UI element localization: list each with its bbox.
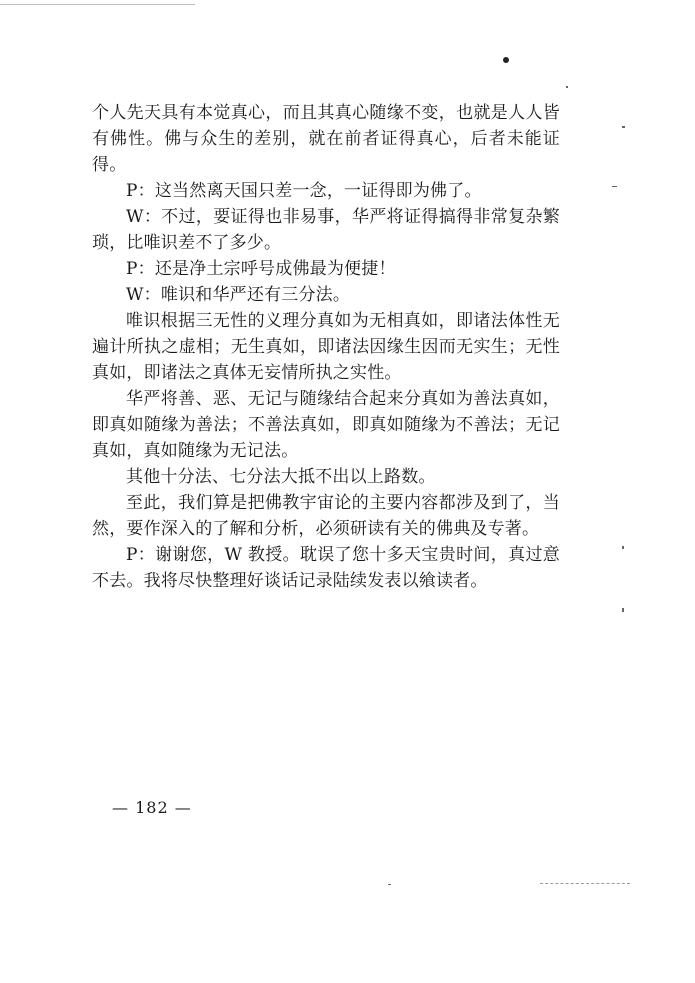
paragraph: 华严将善、恶、无记与随缘结合起来分真如为善法真如，即真如随缘为善法；不善法真如，即真如随缘为不善法；无记真如，真如随缘为无记法。: [92, 389, 560, 461]
scan-speck: [622, 608, 624, 612]
paragraph: 其他十分法、七分法大抵不出以上路数。: [126, 467, 436, 487]
page-number: — 182 —: [112, 798, 192, 817]
paragraph: P：还是净土宗呼号成佛最为便捷！: [126, 259, 396, 279]
top-rule: [0, 4, 195, 5]
paragraph: P：谢谢您，W 教授。耽误了您十多天宝贵时间，真过意不去。我将尽快整理好谈话记录陆续发表以飨读者。: [92, 545, 560, 591]
paragraph: W：唯识和华严还有三分法。: [126, 285, 351, 305]
paragraph: P：这当然离天国只差一念，一证得即为佛了。: [126, 181, 482, 201]
scan-speck: [612, 186, 617, 187]
paragraph: W：不过，要证得也非易事，华严将证得搞得非常复杂繁琐，比唯识差不了多少。: [92, 207, 560, 253]
scan-speck: [622, 126, 625, 128]
document-body: [92, 100, 560, 594]
scan-dash-line: [540, 883, 630, 884]
scan-speck: [622, 546, 624, 549]
paragraph: 个人先天具有本觉真心，而且其真心随缘不变，也就是人人皆有佛性。佛与众生的差别，就在前者证得真心，后者未能证得。: [92, 103, 560, 175]
scan-speck: [388, 884, 391, 885]
ink-dot: [503, 57, 509, 63]
paragraph: 至此，我们算是把佛教宇宙论的主要内容都涉及到了，当然，要作深入的了解和分析，必须研读有关的佛典及专著。: [92, 493, 560, 539]
scan-speck: [566, 86, 568, 88]
paragraph: 唯识根据三无性的义理分真如为无相真如，即诸法体性无遍计所执之虚相；无生真如，即诸法因缘生因而无实生；无性真如，即诸法之真体无妄情所执之实性。: [92, 311, 560, 383]
